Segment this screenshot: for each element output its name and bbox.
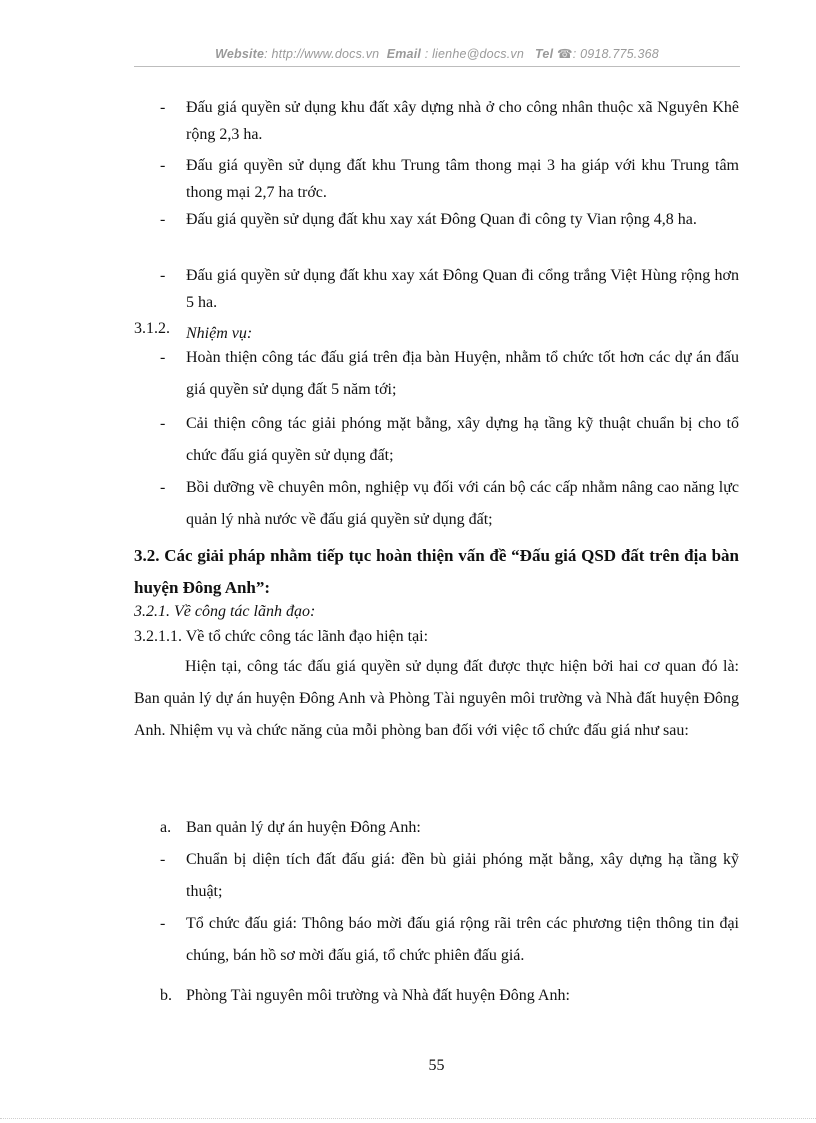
section-title: Nhiệm vụ: xyxy=(186,325,253,342)
list-item-text: Đấu giá quyền sử dụng khu đất xây dựng nhà ở cho công nhân thuộc xã Nguyên Khê rộng 2,3 ha. xyxy=(186,99,739,143)
bullet-dash: - xyxy=(160,211,166,228)
list-item-text: Tổ chức đấu giá: Thông báo mời đấu giá rộng rãi trên các phương tiện thông tin đại chúng, bán hồ sơ mời đấu giá, tổ chức phiên đấu giá. xyxy=(186,915,739,964)
phone-icon: ☎ xyxy=(556,47,573,61)
list-item-a xyxy=(160,812,739,844)
bullet-dash: - xyxy=(160,479,166,496)
list1-item xyxy=(160,262,739,316)
bullet-dash: - xyxy=(160,157,166,174)
bullet-dash: - xyxy=(160,99,166,116)
subsubsection-heading: 3.2.1.1. Về tổ chức công tác lãnh đạo hiện tại: xyxy=(134,628,429,645)
website-value[interactable]: : http://www.docs.vn xyxy=(264,47,380,61)
email-value[interactable]: : lienhe@docs.vn xyxy=(421,47,525,61)
list1-item xyxy=(160,94,739,148)
subsection-heading: 3.2.1. Về công tác lãnh đạo: xyxy=(134,603,316,620)
list-item-b xyxy=(160,980,739,1012)
list1-item xyxy=(160,206,739,233)
list-item-text: Cải thiện công tác giải phóng mặt bằng, xây dựng hạ tầng kỹ thuật chuẩn bị cho tổ chức đấu giá quyền sử dụng đất; xyxy=(186,415,739,464)
list-item-text: Phòng Tài nguyên môi trường và Nhà đất huyện Đông Anh: xyxy=(186,987,570,1004)
list-item-text: Ban quản lý dự án huyện Đông Anh: xyxy=(186,819,421,836)
footer-divider xyxy=(0,1118,816,1119)
list2-item xyxy=(160,342,739,406)
bullet-dash: - xyxy=(160,915,166,932)
list2-item xyxy=(160,408,739,472)
website-label: Website xyxy=(215,47,265,61)
tel-value: : 0918.775.368 xyxy=(572,47,659,61)
list1-item xyxy=(160,152,739,206)
list3-item xyxy=(160,844,739,908)
bullet-dash: - xyxy=(160,349,166,366)
bullet-dash: - xyxy=(160,851,166,868)
page-number: 55 xyxy=(428,1057,445,1074)
email-label: Email xyxy=(386,47,422,61)
list-item-text: Chuẩn bị diện tích đất đấu giá: đền bù giải phóng mặt bằng, xây dựng hạ tầng kỹ thuật; xyxy=(186,851,739,900)
bullet-dash: - xyxy=(160,267,166,284)
item-marker: a. xyxy=(160,819,172,836)
section-number: 3.1.2. xyxy=(134,320,170,337)
list-item-text: Đấu giá quyền sử dụng đất khu Trung tâm thong mại 3 ha giáp với khu Trung tâm thong mại 2,7 ha trớc. xyxy=(186,157,739,201)
list-item-text: Bồi dưỡng về chuyên môn, nghiệp vụ đối với cán bộ các cấp nhằm nâng cao năng lực quản lý nhà nước về đấu giá quyền sử dụng đất; xyxy=(186,479,739,528)
page-header xyxy=(134,46,740,61)
list-item-text: Đấu giá quyền sử dụng đất khu xay xát Đông Quan đi cổng trắng Việt Hùng rộng hơn 5 ha. xyxy=(186,267,739,311)
item-marker: b. xyxy=(160,987,172,1004)
list3-item xyxy=(160,908,739,972)
section-heading: 3.2. Các giải pháp nhằm tiếp tục hoàn thiện vấn đề “Đấu giá QSD đất trên địa bàn huyện Đông Anh”: xyxy=(134,546,739,597)
list-item-text: Hoàn thiện công tác đấu giá trên địa bàn Huyện, nhằm tổ chức tốt hơn các dự án đấu giá quyền sử dụng đất 5 năm tới; xyxy=(186,349,739,398)
header-divider xyxy=(134,66,740,67)
list2-item xyxy=(160,472,739,536)
tel-label: Tel xyxy=(535,47,554,61)
paragraph: Hiện tại, công tác đấu giá quyền sử dụng đất được thực hiện bởi hai cơ quan đó là: Ban quản lý dự án huyện Đông Anh và Phòng Tài nguyên môi trường và Nhà đất huyện Đông Anh. Nhiệm vụ và chức năng của mỗi phòng ban đối với việc tổ chức đấu giá như sau: xyxy=(134,658,739,739)
bullet-dash: - xyxy=(160,415,166,432)
list-item-text: Đấu giá quyền sử dụng đất khu xay xát Đông Quan đi công ty Vian rộng 4,8 ha. xyxy=(186,211,697,228)
